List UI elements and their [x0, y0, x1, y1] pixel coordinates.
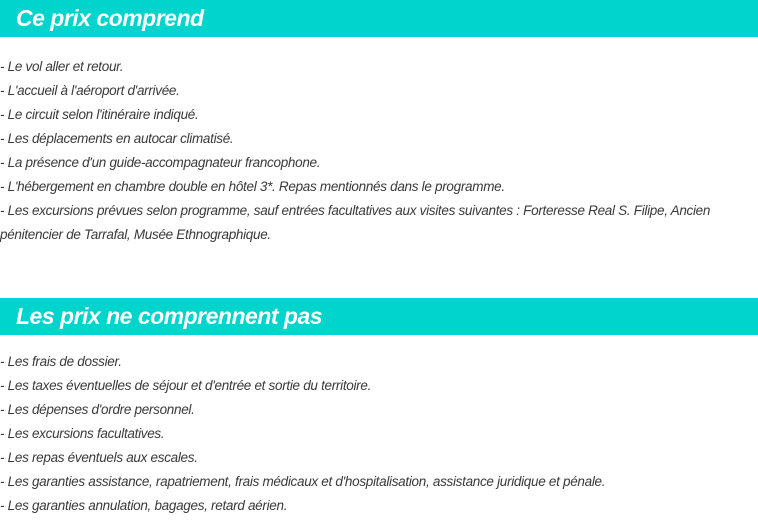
list-item: - Les taxes éventuelles de séjour et d'entrée et sortie du territoire. [0, 378, 372, 393]
section-title: Les prix ne comprennent pas [16, 303, 323, 329]
list-item: - Les excursions prévues selon programme, sauf entrées facultatives aux visites suivantes : Forteresse Real S. Filipe, Ancien pénitencier de Tarrafal, Musée Ethnographique. [0, 203, 711, 242]
excluded-list [0, 335, 758, 518]
list-item: - Les repas éventuels aux escales. [0, 450, 198, 465]
list-item: - Les garanties assistance, rapatriement, frais médicaux et d'hospitalisation, assistance juridique et pénale. [0, 474, 606, 489]
included-list [0, 37, 758, 247]
list-item: - L'accueil à l'aéroport d'arrivée. [0, 83, 180, 98]
list-item: - Les garanties annulation, bagages, retard aérien. [0, 498, 288, 513]
included-section [0, 0, 758, 247]
list-item: - Les déplacements en autocar climatisé. [0, 131, 234, 146]
section-header [0, 298, 758, 335]
list-item: - Le vol aller et retour. [0, 59, 124, 74]
section-title: Ce prix comprend [16, 5, 204, 31]
section-header [0, 0, 758, 37]
list-item: - Les frais de dossier. [0, 354, 122, 369]
list-item: - L'hébergement en chambre double en hôtel 3*. Repas mentionnés dans le programme. [0, 179, 505, 194]
list-item: - Les excursions facultatives. [0, 426, 165, 441]
list-item: - Le circuit selon l'itinéraire indiqué. [0, 107, 199, 122]
list-item: - La présence d'un guide-accompagnateur francophone. [0, 155, 321, 170]
list-item: - Les dépenses d'ordre personnel. [0, 402, 195, 417]
excluded-section [0, 298, 758, 518]
